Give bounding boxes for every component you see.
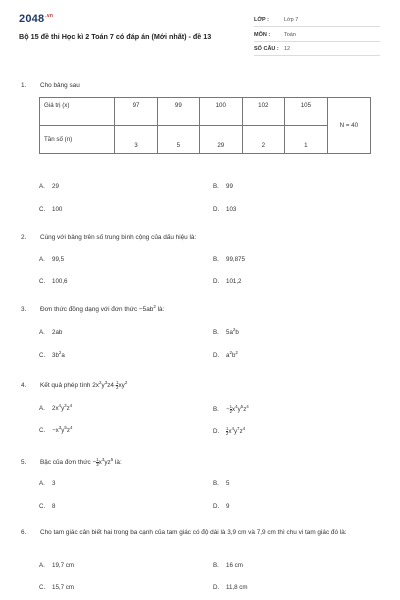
math-var: xy <box>118 382 125 390</box>
option-5a[interactable] <box>39 480 55 487</box>
option-4b[interactable]: B. − $\frac{1}{2}$ $x^4y^5z^4$ <box>213 404 249 414</box>
option-6c[interactable] <box>39 584 74 591</box>
meta-key: SỐ CÂU : <box>254 46 279 52</box>
question-number: 1. <box>21 82 27 89</box>
option-sup: 2 <box>229 349 232 355</box>
option-2c[interactable] <box>39 278 67 285</box>
option-text: 5 <box>226 480 230 487</box>
row-label-frequencies: Tần số (n) <box>40 126 115 154</box>
frequency-table <box>39 97 371 154</box>
document-title: Bộ 15 đề thi Học kì 2 Toán 7 có đáp án (Mới nhất) - đề 13 <box>19 32 212 41</box>
option-5c[interactable] <box>39 503 55 510</box>
option-text: 2x <box>52 405 59 412</box>
option-text: 2ab <box>52 329 63 336</box>
table-cell: 102 <box>242 98 285 126</box>
logo-text: 2048 <box>19 13 45 25</box>
option-letter: A. <box>39 480 45 487</box>
math-fraction: $\frac{1}{2}$ <box>116 380 119 390</box>
math-var: y <box>101 382 105 390</box>
option-1d[interactable] <box>213 206 236 213</box>
option-1a[interactable] <box>39 183 59 190</box>
question-number: 2. <box>21 234 27 241</box>
math-dot: · <box>113 382 117 390</box>
option-4c[interactable]: C. $-x^3y^5z^4$ <box>39 424 73 434</box>
option-text: 15,7 cm <box>52 584 75 591</box>
option-text: 8 <box>52 503 56 510</box>
option-text: − <box>226 406 230 414</box>
option-text: 100 <box>52 206 63 213</box>
option-letter: B. <box>213 329 219 336</box>
question-text-sup: 2 <box>153 303 156 309</box>
question-1 <box>21 82 80 89</box>
math-sup: 2 <box>124 380 128 386</box>
option-letter: A. <box>39 256 45 263</box>
option-5d[interactable] <box>213 503 229 510</box>
question-text: Cùng với bảng trên số trung bình cộng của dấu hiệu là: <box>40 234 197 241</box>
option-3d[interactable] <box>213 349 238 359</box>
option-letter: D. <box>213 278 220 285</box>
table-cell: 5 <box>157 126 199 154</box>
option-text: 99,875 <box>226 256 245 263</box>
math-num: 4 <box>110 382 114 390</box>
question-number: 3. <box>21 306 27 313</box>
option-letter: C. <box>39 352 46 359</box>
meta-class <box>254 14 380 27</box>
question-4 <box>21 381 127 390</box>
option-sup: 2 <box>58 349 62 355</box>
meta-value: Toán <box>284 32 296 38</box>
option-1b[interactable] <box>213 183 233 190</box>
table-cell: 97 <box>115 98 157 126</box>
question-text: Cho bảng sau <box>40 82 80 89</box>
option-text: −x <box>52 427 59 434</box>
option-letter: A. <box>39 329 45 336</box>
option-2a[interactable] <box>39 256 64 263</box>
meta-key: LỚP : <box>254 17 269 23</box>
option-letter: A. <box>39 562 45 569</box>
question-text: Kết quả phép tính 2x <box>40 382 99 390</box>
math-sup: 3 <box>104 380 108 386</box>
meta-value: Lớp 7 <box>284 17 299 23</box>
option-3b[interactable] <box>213 326 239 336</box>
option-text: 103 <box>226 206 237 213</box>
math-expression: − $\frac{1}{3}$ $x^3yz^5$ <box>92 457 114 467</box>
option-4a[interactable]: A. $2x^4y^3z^4$ <box>39 402 73 412</box>
option-5b[interactable] <box>213 480 229 487</box>
option-letter: B. <box>213 256 219 263</box>
question-text-end: là: <box>155 306 165 313</box>
option-letter: B. <box>213 480 219 487</box>
option-sup: 2 <box>235 349 238 355</box>
option-letter: A. <box>39 405 45 412</box>
option-letter: C. <box>39 503 46 510</box>
option-text: 99 <box>226 183 233 190</box>
question-text-end: là: <box>113 459 122 467</box>
option-3c[interactable] <box>39 349 65 359</box>
option-text-end: a <box>61 352 65 359</box>
question-number: 6. <box>21 529 27 536</box>
table-row-frequencies <box>40 126 371 154</box>
question-number: 5. <box>21 459 27 467</box>
option-letter: C. <box>39 206 46 213</box>
option-text: 101,2 <box>226 278 242 285</box>
option-6b[interactable] <box>213 562 243 569</box>
table-row-values <box>40 98 371 126</box>
table-total: N = 40 <box>327 98 370 154</box>
table-cell: 3 <box>115 126 157 154</box>
option-6d[interactable] <box>213 584 248 591</box>
option-text: 29 <box>52 183 59 190</box>
option-text: 16 cm <box>226 562 243 569</box>
option-letter: D. <box>213 428 220 436</box>
logo-suffix: .vn <box>45 13 54 20</box>
option-text: 9 <box>226 503 230 510</box>
option-text: x <box>228 428 232 436</box>
option-letter: C. <box>39 278 46 285</box>
option-letter: C. <box>39 427 46 434</box>
meta-key: MÔN : <box>254 32 271 38</box>
option-letter: D. <box>213 206 220 213</box>
option-text: 11,8 cm <box>226 584 248 591</box>
table-cell: 100 <box>199 98 242 126</box>
option-letter: B. <box>213 406 219 414</box>
question-2 <box>21 234 196 241</box>
question-text: Bậc của đơn thức <box>40 459 93 467</box>
option-sup: 2 <box>232 326 236 332</box>
table-cell: 99 <box>157 98 199 126</box>
site-logo[interactable] <box>19 13 53 25</box>
option-text: 3 <box>52 480 56 487</box>
row-label-values: Giá trị (x) <box>40 98 115 126</box>
option-text: 5a <box>226 329 233 336</box>
question-text: Cho tam giác cân biết hai trong ba cạnh của tam giác có độ dài là 3,9 cm và 7,9 cm thì chu vi tam giác đó là: <box>40 529 347 536</box>
option-text-end: b <box>235 329 239 336</box>
meta-question-count <box>254 43 380 56</box>
option-letter: C. <box>39 584 46 591</box>
question-5 <box>21 458 122 467</box>
option-letter: B. <box>213 562 219 569</box>
question-number: 4. <box>21 382 27 390</box>
option-letter: D. <box>213 503 220 510</box>
table-cell: 29 <box>199 126 242 154</box>
table-cell: 1 <box>285 126 328 154</box>
option-4d[interactable]: D. $\frac{1}{2}$ $x^4y^7z^4$ <box>213 426 246 436</box>
option-6a[interactable] <box>39 562 74 569</box>
meta-value: 12 <box>284 46 291 52</box>
option-text-mid: b <box>231 352 236 359</box>
option-3a[interactable] <box>39 329 62 336</box>
question-text: Đơn thức đồng dạng với đơn thức −5ab <box>40 306 154 313</box>
option-2b[interactable] <box>213 256 245 263</box>
table-cell: 2 <box>242 126 285 154</box>
table-cell: 105 <box>285 98 328 126</box>
math-sup: 2 <box>98 380 102 386</box>
option-1c[interactable] <box>39 206 62 213</box>
option-letter: D. <box>213 584 220 591</box>
option-letter: D. <box>213 352 220 359</box>
option-text: 3b <box>52 352 59 359</box>
option-text: 99,5 <box>52 256 65 263</box>
option-text: 19,7 cm <box>52 562 75 569</box>
option-text: a <box>226 352 230 359</box>
question-6 <box>21 528 373 538</box>
math-var: z <box>107 382 111 390</box>
option-letter: B. <box>213 183 219 190</box>
option-text: 100,6 <box>52 278 68 285</box>
meta-subject <box>254 29 380 42</box>
question-3 <box>21 303 165 313</box>
option-letter: A. <box>39 183 45 190</box>
option-2d[interactable] <box>213 278 241 285</box>
